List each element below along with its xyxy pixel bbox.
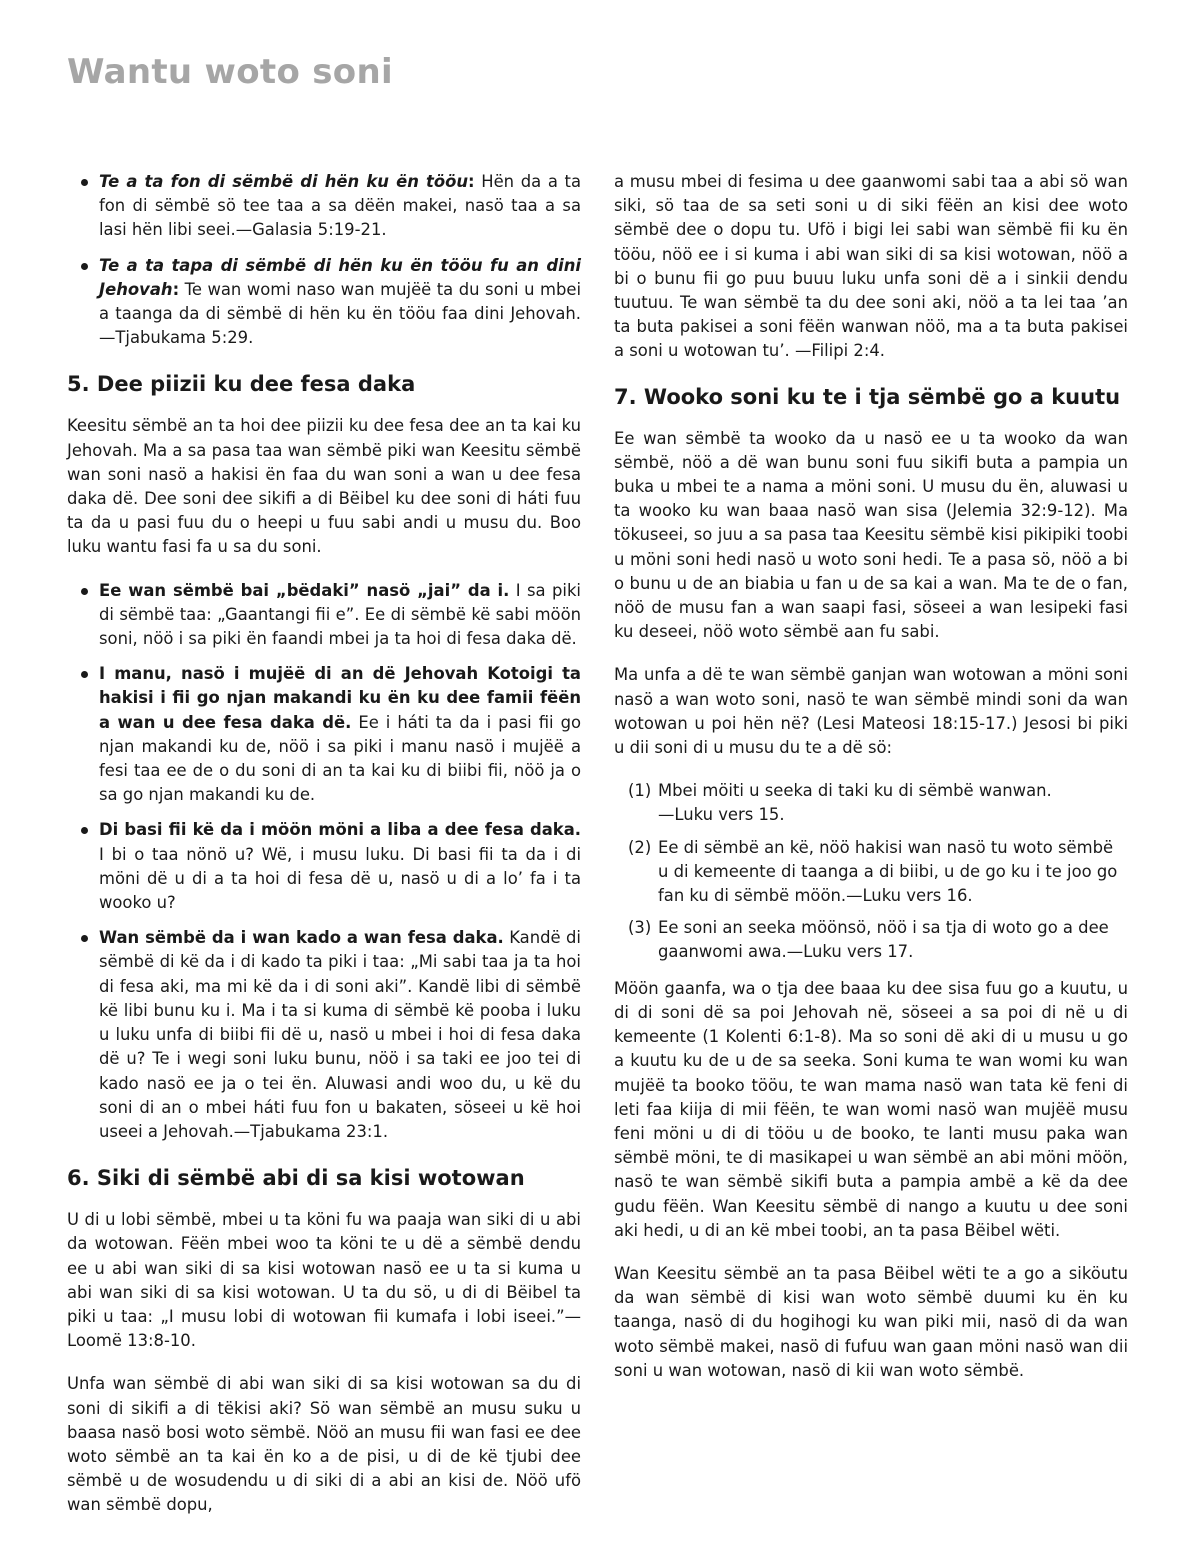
bullet-list-top <box>67 170 581 350</box>
step-reference: —Luku vers 15. <box>658 805 785 825</box>
bullet-item <box>99 926 581 1144</box>
bullet-lead: Wan sëmbë da i wan kado a wan fesa daka. <box>99 928 504 948</box>
paragraph: a musu mbei di fesima u dee gaanwomi sabi taa a abi sö wan siki, sö taa de sa seti soni u di siki fëën an kisi dee woto sëmbë dee o dopu tu. Ufö i bigi lei sabi wan sëmbë fii ku ën tööu, nöö ee i si kuma i abi wan siki di sa kisi wotowan, nöö a bi o bunu fii go puu buuu luku unfa soni dë a i sinkii dendu tuutuu. Te wan sëmbë ta du dee soni aki, nöö a ta lei taa ’an ta buta pakisei a soni fëën wanwan nöö, ma a ta buta pakisei a soni u wotowan tu’. —Filipi 2:4. <box>614 172 1128 361</box>
step-number: (1) <box>628 781 652 801</box>
step-text: Ee di sëmbë an kë, nöö hakisi wan nasö tu woto sëmbë u di kemeente di taanga a di biibi, u de go ku i te joo go fan ku di sëmbë möön.—Luku vers 16. <box>658 837 1118 906</box>
paragraph: Wan Keesitu sëmbë an ta pasa Bëibel wëti te a go a siköutu da wan sëmbë di kisi wan woto sëmbë duumi ku ën ku taanga, nasö di du hogihogi ku wan piki mii, nasö di da wan woto sëmbë makei, nasö di fufuu wan gaan möni nasö wan dii soni u wan wotowan, nasö di kii wan woto sëmbë. <box>614 1263 1128 1380</box>
bullet-item <box>99 579 581 652</box>
bullet-text: Hën da a ta fon di sëmbë sö tee taa a sa dëën makei, nasö taa a sa lasi hën libi seei.—Galasia 5:19-21. <box>99 172 581 240</box>
bullet-text: I bi o taa nönö u? Wë, i musu luku. Di basi fii ta da i di möni dë u di a ta hoi di fesa dë u, nasö u di a lo’ fa i ta wooko u? <box>99 844 581 913</box>
section-heading-7: 7. Wooko soni ku te i tja sëmbë go a kuutu <box>614 384 1121 409</box>
step-number: (2) <box>628 837 652 857</box>
step-text: Ee soni an seeka möönsö, nöö i sa tja di woto go a dee gaanwomi awa.—Luku vers 17. <box>658 918 1109 962</box>
step-number: (3) <box>628 918 652 938</box>
bullet-lead: I manu, nasö i mujëë di an dë Jehovah Kotoigi ta hakisi i fii go njan makandi ku ën ku dee famii fëën a wan u dee fesa daka dë. <box>99 664 581 732</box>
section-heading-5: 5. Dee piizii ku dee fesa daka <box>67 372 416 397</box>
bullet-item <box>99 170 581 243</box>
paragraph: Keesitu sëmbë an ta hoi dee piizii ku dee fesa dee an ta kai ku Jehovah. Ma a sa pasa taa wan sëmbë piki wan Keesitu sëmbë wan soni nasö a hakisi ën faa du wan soni a wan u dee fesa daka dë. Dee soni dee sikifi a di Bëibel ku dee soni di háti fuu ta da u pasi fuu du o heepi u fuu sabi andi u musu du. Boo luku wantu fasi fa u sa du soni. <box>67 416 581 557</box>
bullet-colon: : <box>468 172 475 191</box>
bullet-list-section5 <box>67 579 581 1144</box>
bullet-lead: Te a ta fon di sëmbë di hën ku ën tööu <box>99 172 469 191</box>
step-text: Mbei möiti u seeka di taki ku di sëmbë wanwan. <box>658 781 1052 801</box>
numbered-steps <box>614 779 1128 964</box>
paragraph: Ee wan sëmbë ta wooko da u nasö ee u ta wooko da wan sëmbë, nöö a dë wan bunu soni fuu sikifi buta a pampia un buka u mbei te a nama a möni soni. U musu du ën, aluwasi u ta wooko ku wan baaa nasö wan sisa (Jelemia 32:9-12). Ma tökuseei, so juu a sa pasa taa Keesitu sëmbë kisi pikipiki toobi u möni soni hedi nasö u woto soni hedi. Te a pasa sö, nöö a bi o bunu u de an biabia u fan u de sa kai a wan. Ma te de o fan, nöö de musu fan a wan saapi fasi, söseei a wan lesipeki fasi ku deseei, nöö woto sëmbë aan fu sabi. <box>614 428 1128 642</box>
bullet-lead: Te a ta tapa di sëmbë di hën ku ën tööu fu an dini Jehovah <box>99 255 581 299</box>
bullet-lead: Ee wan sëmbë bai „bëdaki” nasö „jai” da i. <box>99 580 510 600</box>
paragraph: Unfa wan sëmbë di abi wan siki di sa kisi wotowan sa du di soni di sikifi a di tëkisi aki? Sö wan sëmbë an musu suku u baasa nasö bosi woto sëmbë. Nöö an musu fii wan fasi ee dee woto sëmbë an ta kai ën ko a de pisi, u di de kë tjubi dee sëmbë u de wosudendu u di siki di a abi an kisi de. Nöö ufö wan sëmbë dopu, <box>67 1374 581 1515</box>
paragraph: U di u lobi sëmbë, mbei u ta köni fu wa paaja wan siki di u abi da wotowan. Fëën mbei woo ta köni te u dë a sëmbë dendu ee u abi wan siki di sa kisi wotowan nasö ee u ta si kuma u abi wan siki di sa kisi wotowan. U ta du sö, u di di Bëibel ta piki u taa: „I musu lobi di wotowan fii kumafa i lobi iseei.”—Loomë 13:8-10. <box>67 1210 581 1351</box>
section-heading-6: 6. Siki di sëmbë abi di sa kisi wotowan <box>67 1166 525 1191</box>
left-column <box>67 170 581 1537</box>
step-item <box>628 916 1128 964</box>
bullet-text: Te wan womi naso wan mujëë ta du soni u mbei a taanga da di sëmbë di hën ku ën tööu faa dini Jehovah.—Tjabukama 5:29. <box>99 279 581 348</box>
bullet-text: Kandë di sëmbë di kë da i di kado ta piki i taa: „Mi sabi taa ja ta hoi di fesa aki, ma mi kë da i di soni aki”. Kandë libi di sëmbë kë libi bunu ku i. Ma i ta si kuma di sëmbë kë pooba i luku u luku unfa di biibi fii dë u, nasö u mbei i hoi di fesa daka dë u? Te i wegi soni luku bunu, nöö i sa taki ee joo tei di kado nasö ee ja o tei ën. Aluwasi andi woo du, u kë du soni di an o mbei háti fuu fon u bakaten, söseei u kë hoi useei a Jehovah.—Tjabukama 23:1. <box>99 928 581 1141</box>
bullet-text: Ee i háti ta da i pasi fii go njan makandi ku de, nöö i sa piki i manu nasö i mujëë a fesi taa ee de o du soni di an ta kai ku di biibi fii, nöö ja o sa go njan makandi ku de. <box>99 712 582 805</box>
bullet-item <box>99 662 581 807</box>
paragraph: Ma unfa a dë te wan sëmbë ganjan wan wotowan a möni soni nasö a wan woto soni, nasö te wan sëmbë mindi soni da wan wotowan u poi hën në? (Lesi Mateosi 18:15-17.) Jesosi bi piki u dii soni di u musu du te a dë sö: <box>614 665 1128 758</box>
step-item <box>628 779 1128 827</box>
bullet-lead: Di basi fii kë da i möön möni a liba a dee fesa daka. <box>99 820 581 840</box>
step-item <box>628 836 1128 909</box>
bullet-item <box>99 254 581 351</box>
bullet-colon: : <box>172 279 180 299</box>
right-column <box>614 170 1128 1402</box>
bullet-item <box>99 818 581 915</box>
paragraph: Möön gaanfa, wa o tja dee baaa ku dee sisa fuu go a kuutu, u di di soni dë sa poi Jehovah në, söseei a sa poi di në u di kemeente (1 Kolenti 6:1-8). Ma so soni dë aki di u musu u go a kuutu ku de u de sa seeka. Soni kuma te wan womi ku wan mujëë ta booko tööu, te wan mama nasö wan tata kë feni di leti faa kiija di mii fëën, te wan womi nasö wan mujëë musu feni möni u di di tööu u de booko, te lanti musu paka wan sëmbë möni, te di masikapei u wan sëmbë an abi möni möön, nasö te wan sëmbë sikifi buta a pampia ambë a kë da dee gudu fëën. Wan Keesitu sëmbë di nango a kuutu u dee soni aki hedi, u di an kë mbei toobi, an ta pasa Bëibel wëti. <box>614 978 1128 1240</box>
running-head: Wantu woto soni <box>67 52 393 92</box>
bullet-text: I sa piki di sëmbë taa: „Gaantangi fii e”. Ee di sëmbë kë sabi möön soni, nöö i sa piki ën faandi mbei ja ta hoi di fesa daka dë. <box>99 580 581 649</box>
